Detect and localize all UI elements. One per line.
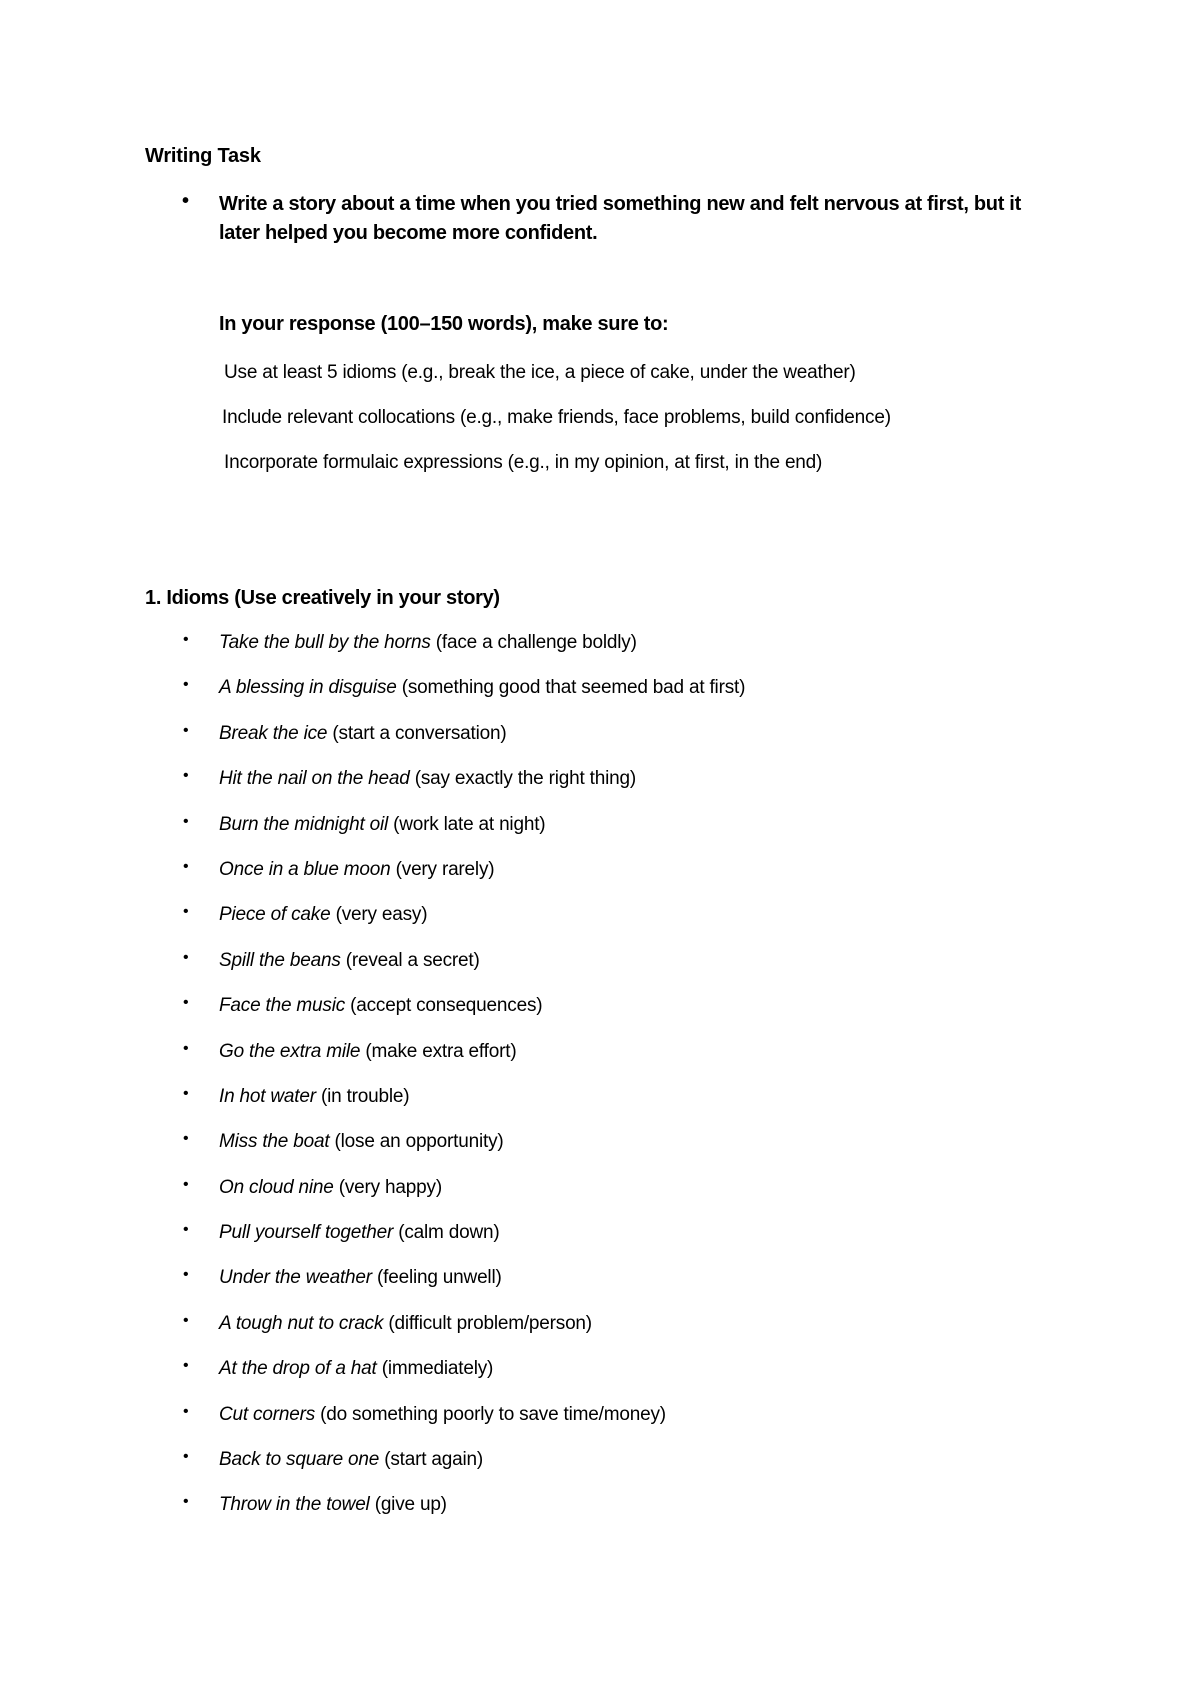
idiom-phrase: Throw in the towel bbox=[219, 1494, 370, 1516]
task-prompt-text: Write a story about a time when you tried something new and felt nervous at first, but it later helped you become more confident. bbox=[219, 193, 1021, 244]
idiom-phrase: Go the extra mile bbox=[219, 1040, 361, 1062]
bullet-icon: • bbox=[183, 1266, 189, 1284]
requirement-collocations: Include relevant collocations (e.g., make friends, face problems, build confidence) bbox=[222, 407, 891, 428]
idiom-entry bbox=[219, 677, 745, 699]
requirement-expressions: Incorporate formulaic expressions (e.g., in my opinion, at first, in the end) bbox=[224, 452, 823, 473]
bullet-icon: • bbox=[183, 1402, 189, 1420]
bullet-icon: • bbox=[183, 1084, 189, 1102]
bullet-icon: • bbox=[183, 812, 189, 830]
bullet-icon: • bbox=[183, 994, 189, 1012]
bullet-icon: • bbox=[183, 1130, 189, 1148]
idiom-meaning: (face a challenge boldly) bbox=[435, 632, 637, 653]
idiom-phrase: Piece of cake bbox=[219, 904, 331, 926]
idiom-meaning: (give up) bbox=[374, 1494, 447, 1516]
bullet-icon: • bbox=[183, 903, 189, 921]
idiom-entry bbox=[219, 1177, 442, 1199]
idiom-meaning: (in trouble) bbox=[320, 1085, 410, 1107]
idiom-phrase: Pull yourself together bbox=[219, 1222, 394, 1244]
idiom-entry bbox=[219, 632, 637, 654]
bullet-icon: • bbox=[183, 857, 189, 875]
idiom-meaning: (do something poorly to save time/money) bbox=[320, 1403, 666, 1425]
idiom-meaning: (reveal a secret) bbox=[345, 949, 480, 971]
idiom-entry bbox=[219, 1313, 592, 1335]
idiom-meaning: (start a conversation) bbox=[332, 722, 507, 744]
idiom-phrase: Face the music bbox=[219, 995, 346, 1017]
idiom-phrase: Break the ice bbox=[219, 722, 328, 744]
bullet-icon: • bbox=[183, 1493, 189, 1511]
bullet-icon: • bbox=[183, 767, 189, 785]
idiom-phrase: Under the weather bbox=[219, 1267, 372, 1289]
idiom-meaning: (lose an opportunity) bbox=[334, 1131, 504, 1153]
idiom-phrase: Spill the beans bbox=[219, 949, 341, 971]
idiom-meaning: (very happy) bbox=[338, 1176, 442, 1198]
idiom-meaning: (calm down) bbox=[398, 1222, 500, 1244]
idiom-phrase: Once in a blue moon bbox=[219, 858, 391, 880]
idiom-meaning: (say exactly the right thing) bbox=[414, 768, 636, 790]
idiom-phrase: On cloud nine bbox=[219, 1176, 334, 1198]
idiom-entry bbox=[219, 950, 480, 972]
idiom-entry bbox=[219, 1086, 409, 1108]
idiom-phrase: A tough nut to crack bbox=[219, 1312, 384, 1334]
idiom-meaning: (difficult problem/person) bbox=[388, 1312, 592, 1334]
idiom-meaning: (feeling unwell) bbox=[377, 1267, 502, 1289]
idiom-meaning: (immediately) bbox=[381, 1358, 494, 1380]
bullet-icon: • bbox=[183, 1175, 189, 1193]
requirement-idioms: Use at least 5 idioms (e.g., break the ice, a piece of cake, under the weather) bbox=[224, 362, 856, 383]
idiom-meaning: (start again) bbox=[384, 1449, 483, 1471]
bullet-icon: • bbox=[183, 1311, 189, 1329]
idiom-meaning: (accept consequences) bbox=[350, 995, 543, 1017]
idiom-meaning: (something good that seemed bad at first) bbox=[401, 677, 746, 699]
idioms-section-title: 1. Idioms (Use creatively in your story) bbox=[145, 587, 500, 609]
idiom-entry bbox=[219, 1131, 504, 1153]
idiom-meaning: (very easy) bbox=[335, 904, 428, 926]
idiom-phrase: A blessing in disguise bbox=[219, 677, 397, 699]
idiom-entry bbox=[219, 904, 427, 926]
bullet-icon: • bbox=[183, 676, 189, 694]
idiom-entry bbox=[219, 859, 494, 881]
idiom-entry bbox=[219, 1494, 447, 1516]
bullet-icon: • bbox=[183, 948, 189, 966]
idiom-phrase: At the drop of a hat bbox=[219, 1358, 377, 1380]
idiom-entry bbox=[219, 723, 506, 745]
page-title: Writing Task bbox=[145, 145, 261, 167]
idiom-entry bbox=[219, 995, 542, 1017]
idiom-entry bbox=[219, 1222, 499, 1244]
idiom-entry bbox=[219, 768, 636, 790]
idiom-phrase: Miss the boat bbox=[219, 1131, 330, 1153]
bullet-icon: • bbox=[183, 1448, 189, 1466]
idiom-phrase: Back to square one bbox=[219, 1449, 380, 1471]
bullet-icon: • bbox=[183, 1221, 189, 1239]
idiom-entry bbox=[219, 1041, 516, 1063]
idiom-entry bbox=[219, 1267, 502, 1289]
idiom-entry bbox=[219, 814, 545, 836]
idiom-meaning: (make extra effort) bbox=[365, 1040, 517, 1062]
bullet-icon: • bbox=[183, 721, 189, 739]
bullet-icon: • bbox=[183, 1039, 189, 1057]
idiom-entry bbox=[219, 1449, 483, 1471]
idiom-phrase: Cut corners bbox=[219, 1403, 316, 1425]
bullet-icon: • bbox=[183, 1357, 189, 1375]
idiom-phrase: Burn the midnight oil bbox=[219, 813, 389, 835]
idiom-entry bbox=[219, 1404, 666, 1426]
response-instructions-heading: In your response (100–150 words), make sure to: bbox=[219, 313, 669, 335]
idiom-phrase: In hot water bbox=[219, 1085, 316, 1107]
bullet-icon: • bbox=[183, 631, 189, 648]
idiom-phrase: Hit the nail on the head bbox=[219, 768, 410, 790]
idiom-meaning: (work late at night) bbox=[393, 813, 546, 835]
idiom-meaning: (very rarely) bbox=[395, 858, 495, 880]
bullet-icon: • bbox=[182, 190, 190, 212]
idiom-phrase: Take the bull by the horns bbox=[219, 632, 431, 653]
idiom-entry bbox=[219, 1358, 493, 1380]
